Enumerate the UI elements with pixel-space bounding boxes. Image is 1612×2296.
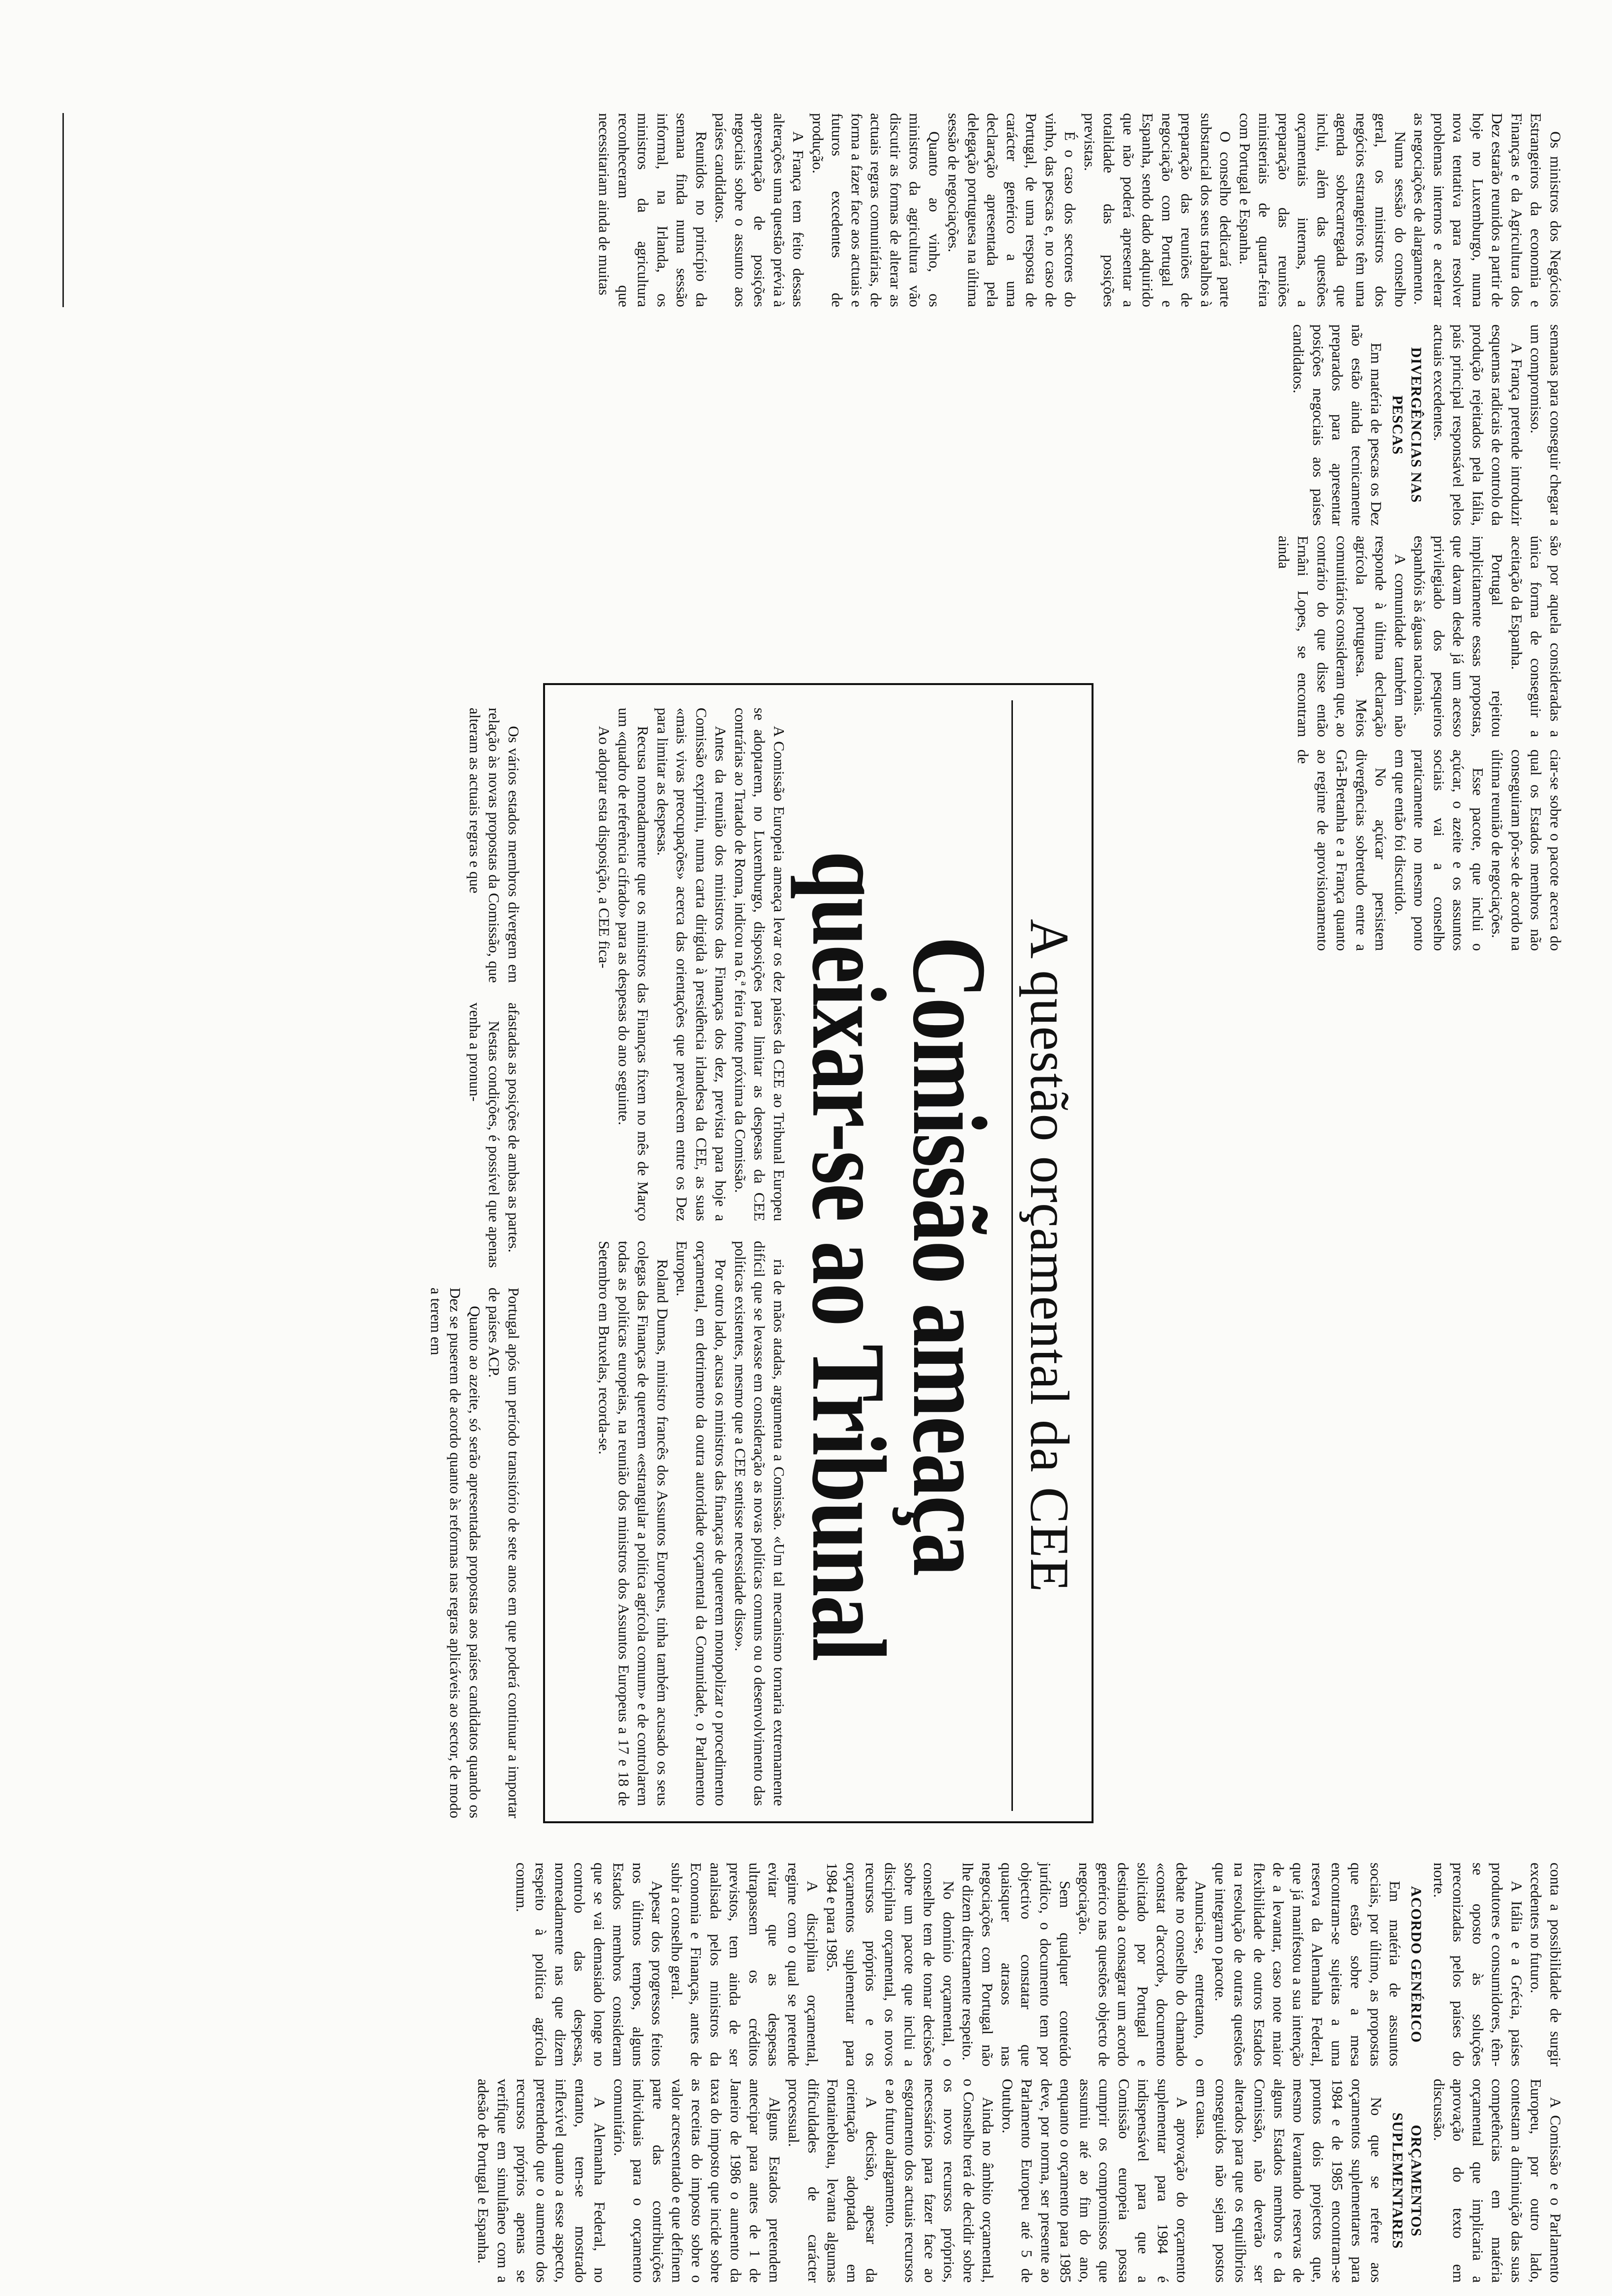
paragraph: Quanto ao azeite, só serão apresentadas propostas aos países candidatos quando os Dez se puserem de acordo quanto às reformas nas regras aplicáveis ao sector, de modo a terem em <box>428 1288 484 1818</box>
paragraph: A aprovação do orçamento suplementar para 1984 é indispensável para que a Comissão europeia possa cumprir os compromissos que assumiu até ao fim do ano, enquanto o orçamento para 1985 deve, por norma, ser presente ao Parlamento Europeu até 5 de Outubro. <box>999 2079 1191 2283</box>
paragraph: Esse pacote, que inclui o açúcar, o azeite e os assuntos sociais vai a conselho praticamente no mesmo ponto em que então foi discutido. <box>1392 749 1487 951</box>
paragraph: Nestas condições, é possível que apenas venha a pronun- <box>466 1003 503 1268</box>
paragraph: A Itália e a Grécia, países produtores e consumidores, têm-se oposto às soluções preconizadas pelos países do norte. <box>1431 1863 1526 2066</box>
paragraph: Apesar dos progressos feitos nos últimos tempos, alguns Estados membros consideram que se vai demasiado longe no controlo das despesas, nomeadamente nas que dizem respeito à política agrícola comum. <box>513 1863 666 2066</box>
paragraph: A disciplina orçamental, regime com o qual se pretende evitar que as despesas ultrapassem os créditos previstos, tem ainda de ser analisada pelos ministros da Economia e Finanças, antes de subir a conselho geral. <box>668 1863 822 2066</box>
paragraph: No que se refere aos orçamentos suplementares para 1984 e de 1985 encontram-se prontos dois projectos que, mesmo levantando reservas de alguns Estados membros e da Comissão, não deverão ser alterados para que os equilíbrios conseguidos não sejam postos em causa. <box>1193 2079 1385 2283</box>
subheading-pescas: DIVERGÊNCIAS NAS PESCAS <box>1389 347 1425 503</box>
paragraph: A comunidade também não responde à última declaração agrícola portuguesa. Meios comunitários consideram que, ao contrário do que disse então Ernâni Lopes, se encontram ainda <box>1275 536 1409 737</box>
paragraph: O conselho dedicará parte substancial dos seus trabalhos à preparação das reuniões de negociação com Portugal e Espanha, sendo dado adquirido que não poderá apresentar a totalidade das posições previstas. <box>1081 113 1235 307</box>
paragraph: No domínio orçamental, o conselho tem de tomar decisões sobre um pacote que inclui a disciplina orçamental, os novos recursos próprios e os orçamentos suplementar para 1984 e para 1985. <box>824 1863 957 2066</box>
paragraph: semanas para conseguir chegar a um compromisso. <box>1527 324 1564 526</box>
paragraph: A decisão, apesar da orientação adoptada em Fontainebleau, levanta algumas dificuldades de carácter processual. <box>785 2079 881 2283</box>
paragraph: Anuncia-se, entretanto, o debate no conselho do chamado «constat d'accord», documento solicitado por Portugal e destinado a consagrar um acordo genérico nas questões objecto de negociação. <box>1076 1863 1210 2066</box>
paragraph: afastadas as posições de ambas as partes. <box>505 1003 522 1253</box>
article-kicker: A questão orçamental da CEE <box>1011 700 1079 1811</box>
paragraph: Recusa nomeadamente que os ministros das Finanças fixem no mês de Março um «quadro de referência cifrado» para as despesas do ano seguinte. <box>615 708 652 1221</box>
paragraph: Os vários estados membros divergem em relação às novas propostas da Comissão, que alteram as actuais regras e que <box>466 708 522 983</box>
paragraph: Por outro lado, acusa os ministros das finanças de quererem monopolizar o procedimento orçamental, em detrimento da outra autoridade orçamental da Comunidade, o Parlamento Europeu. <box>673 1241 730 1806</box>
paragraph: Ainda no âmbito orçamental, o Conselho terá de decidir sobre os novos recursos próprios, necessários para fazer face ao esgotamento dos actuais recursos e ao futuro alargamento. <box>883 2079 997 2283</box>
headline-line-2: queixar-se ao Tribunal <box>790 851 908 1661</box>
column-5 <box>512 1863 1566 2066</box>
column-6 <box>474 2079 1565 2283</box>
paragraph: são por aquela consideradas a única forma de conseguir a aceitação da Espanha. <box>1508 536 1564 737</box>
paragraph: Os ministros dos Negócios Estrangeiros da economia e Finanças e da Agricultura dos Dez estarão reunidos a partir de hoje no Luxemburgo, numa nova tentativa para resolver problemas internos e acelerar as negociações de alargamento. <box>1411 113 1564 307</box>
paragraph: Roland Dumas, ministro francês dos Assuntos Europeus, tinha também acusado os seus colegas das Finanças de quererem «estrangular a política agrícola comum» e de controlarem todas as políticas europeias, na reunião dos ministros dos Assuntos Europeus a 17 e 18 de Setembro em Bruxelas, recorda-se. <box>596 1241 671 1806</box>
paragraph: A Comissão Europeia ameaça levar os dez países da CEE ao Tribunal Europeu se adoptarem, no Luxemburgo, disposições para limitar as despesas da CEE contrárias ao Tratado de Roma, indicou na 6.ª feira fonte próxima da Comissão. <box>732 708 788 1221</box>
paragraph: Alguns Estados pretendem antecipar para antes de 1 de Janeiro de 1986 o aumento da taxa do imposto que incide sobre as receitas do imposto sobre o valor acrescentado e que definem parte das contribuições individuais para o orçamento comunitário. <box>611 2079 783 2283</box>
paragraph: Em matéria de assuntos sociais, por último, as propostas que estão sobre a mesa encontram-se sujeitas a uma reserva da Alemanha Federal, que já manifestou a sua intenção de a levantar, caso note maior flexibilidade de outros Estados na resolução de outras questões que integram o pacote. <box>1212 1863 1404 2066</box>
paragraph: A Alemanha Federal, no entanto, tem-se mostrado inflexível quanto a esse aspecto, pretendendo que o aumento dos recursos próprios apenas se verifique em simultâneo com a adesão de Portugal e Espanha. <box>475 2079 609 2283</box>
paragraph: A França tem feito dessas alterações uma questão prévia à apresentação de posições negociais sobre o assunto aos países candidatos. <box>712 113 807 307</box>
paragraph: Portugal rejeitou implicitamente essas propostas, que davam desde já um acesso privilegiado dos pesqueiros espanhóis às águas nacionais. <box>1411 536 1506 737</box>
subheading-orcamentos: ORÇAMENTOS SUPLEMENTARES <box>1389 2112 1425 2249</box>
paragraph: A França pretende introduzir esquemas radicais de controlo da produção rejeitados pela Itália, país principal responsável pelos actuais excedentes. <box>1431 324 1526 526</box>
paragraph: ciar-se sobre o pacote acerca do qual os Estados membros não conseguiram pôr-se de acordo na última reunião de negociações. <box>1489 749 1564 951</box>
paragraph: Sem qualquer conteúdo jurídico, o documento tem por objectivo constatar que quaisquer atrasos nas negociações com Portugal não lhe dizem directamente respeito. <box>959 1863 1074 2066</box>
subheading-acordo: ACORDO GENÉRICO <box>1408 1886 1425 2043</box>
paragraph: Reunidos no princípio da semana finda numa sessão informal, na Irlanda, os ministros da agricultura reconheceram que necessitariam ainda de muitas <box>596 113 710 307</box>
paragraph: A Comissão e o Parlamento Europeu, por outro lado, contestam a diminuição das suas competências em matéria orçamental que implicaria a aprovação do texto em discussão. <box>1431 2079 1564 2283</box>
paragraph: Antes da reunião dos ministros das Finanças dos dez, prevista para hoje a Comissão exprimiu, numa carta dirigida à presidência irlandesa da CEE, as suas «mais vivas preocupações» acerca das orientações que prevalecem entre os Dez para limitar as despesas. <box>654 708 730 1221</box>
paragraph: Quanto ao vinho, os ministros da agricultura vão discutir as formas de alterar as actuais regras comunitárias, de forma a fazer face aos actuais e futuros excedentes de produção. <box>809 113 943 307</box>
paragraph: Em matéria de pescas os Dez não estão ainda tecnicamente preparados para apresentar posições negociais aos países candidatos. <box>1290 324 1385 526</box>
headline-line-1: Comissão ameaça <box>891 936 1008 1575</box>
paragraph: Numa sessão do conselho geral, os ministros dos negócios estrangeiros têm uma agenda sobrecarregada que inclui, além das questões orçamentais internas, a preparação das reuniões ministeriais de quarta-feira com Portugal e Espanha. <box>1237 113 1409 307</box>
paragraph: No açúcar persistem divergências sobretudo entre a Grã-Bretanha e a França quanto ao regime de aprovisionamento de <box>1295 749 1390 951</box>
paragraph: Portugal após um período transitório de sete anos em que poderá continuar a importar de países ACP. <box>486 1288 522 1818</box>
paragraph: Ao adoptar esta disposição, a CEE fica- <box>596 726 613 969</box>
paragraph: conta a possibilidade de surgir excedentes no futuro. <box>1527 1863 1564 2066</box>
paragraph: ria de mãos atadas, argumenta a Comissão. «Um tal mecanismo tornaria extremamente difícil que se levasse em consideração as novas políticas comuns ou o desenvolvimento das políticas existentes, mesmo que a CEE sentisse necessidade disso». <box>732 1241 788 1806</box>
paragraph: É o caso dos sectores do vinho, das pescas e, no caso de Portugal, de uma resposta de carácter genérico a uma declaração apresentada pela delegação portuguesa na última sessão de negociações. <box>945 113 1079 307</box>
